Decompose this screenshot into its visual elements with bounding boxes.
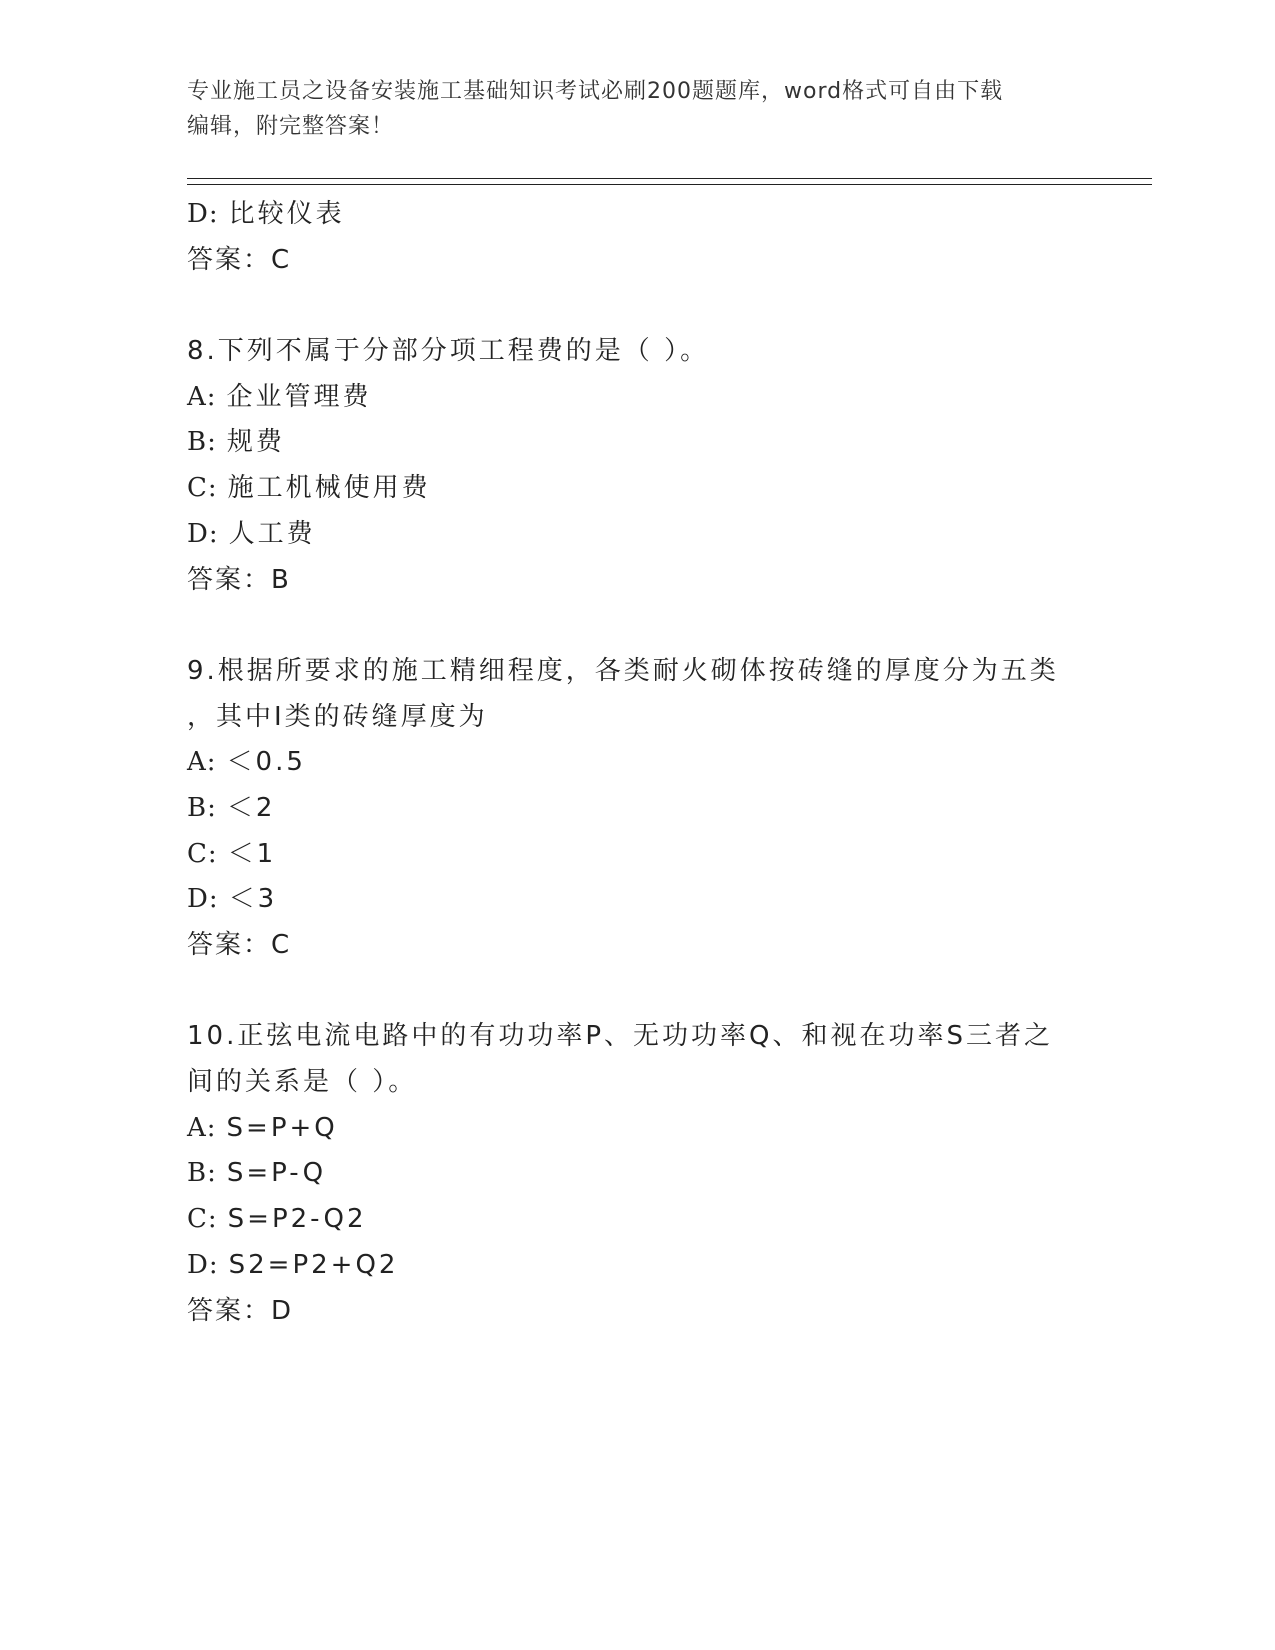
option-text: S=P2-Q2 [227, 1204, 367, 1235]
option-text: S=P-Q [226, 1158, 327, 1189]
spacer [187, 969, 1107, 1015]
option-label: B: [187, 1158, 217, 1189]
question-8-option-c [187, 466, 1107, 512]
option-text: ＜3 [228, 884, 278, 915]
option-text: 比较仪表 [228, 199, 345, 229]
question-10-text-line-2: 间的关系是（ ）。 [187, 1067, 418, 1098]
option-text: ＜0.5 [226, 747, 306, 778]
question-10-option-d [187, 1243, 1107, 1289]
option-text: 人工费 [228, 518, 316, 549]
option-text: 企业管理费 [226, 381, 372, 412]
question-9-option-b [187, 786, 1107, 832]
question-8-option-d [187, 512, 1107, 558]
question-9-option-c [187, 832, 1107, 878]
header-divider-bottom [187, 184, 1152, 185]
carryover-answer: 答案：C [187, 244, 292, 275]
question-8-option-b [187, 420, 1107, 466]
question-9-option-d [187, 877, 1107, 923]
option-text: 施工机械使用费 [227, 473, 431, 504]
option-label: B: [187, 427, 217, 458]
question-8-text: 8.下列不属于分部分项工程费的是（ ）。 [187, 336, 710, 367]
header-line-2: 编辑，附完整答案！ [187, 114, 395, 139]
question-9-option-a [187, 740, 1107, 786]
option-label: C: [187, 1204, 218, 1235]
option-text: S=P+Q [226, 1112, 338, 1143]
question-9-text-line-1: 9.根据所要求的施工精细程度，各类耐火砌体按砖缝的厚度分为五类 [187, 655, 1059, 686]
question-10-option-a [187, 1106, 1107, 1152]
option-label: B: [187, 792, 217, 823]
document-header [187, 74, 1087, 144]
option-text: ＜1 [227, 838, 277, 869]
question-9-answer: 答案：C [187, 930, 292, 960]
carryover-option-d [187, 192, 1107, 238]
option-text: 规费 [226, 427, 285, 458]
option-text: ＜2 [226, 792, 276, 823]
question-8-option-a [187, 375, 1107, 421]
spacer [187, 603, 1107, 649]
option-label: A: [187, 381, 217, 412]
option-label: D: [187, 199, 219, 229]
header-divider-top [187, 178, 1152, 179]
question-9-text-line-2: ，其中Ⅰ类的砖缝厚度为 [187, 701, 488, 732]
header-line-1: 专业施工员之设备安装施工基础知识考试必刷200题题库，word格式可自由下载 [187, 79, 1004, 104]
question-content [187, 192, 1107, 1334]
option-label: C: [187, 838, 218, 869]
question-10-option-b [187, 1151, 1107, 1197]
option-label: D: [187, 518, 219, 549]
question-10-option-c [187, 1197, 1107, 1243]
spacer [187, 283, 1107, 329]
option-label: C: [187, 473, 218, 504]
option-label: D: [187, 884, 219, 915]
option-label: A: [187, 1112, 217, 1143]
question-10-answer: 答案：D [187, 1295, 294, 1326]
option-label: D: [187, 1249, 219, 1280]
question-8-answer: 答案：B [187, 564, 291, 595]
option-label: A: [187, 747, 217, 778]
question-10-text-line-1: 10.正弦电流电路中的有功功率P、无功功率Q、和视在功率S三者之 [187, 1021, 1053, 1052]
option-text: S2=P2+Q2 [228, 1249, 399, 1280]
